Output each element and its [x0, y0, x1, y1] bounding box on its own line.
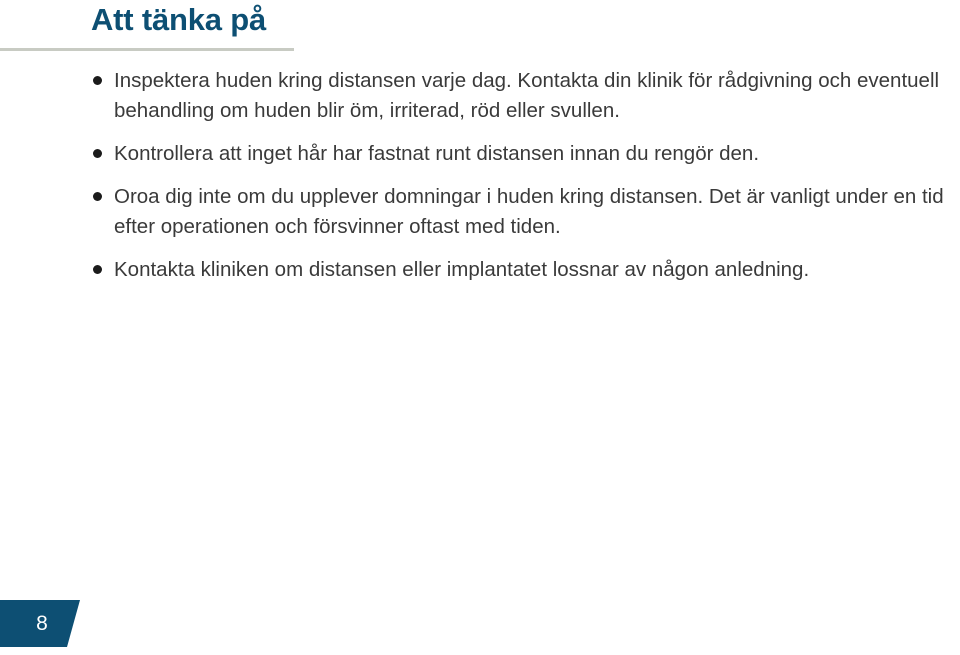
page-number-tab [0, 600, 80, 647]
bullet-item-inspect-skin [93, 66, 960, 126]
bullet-text: Inspektera huden kring distansen varje dag. Kontakta din klinik för rådgivning och eventuell behandling om huden blir öm, irriterad, röd eller svullen. [114, 69, 940, 122]
bullet-text: Kontrollera att inget hår har fastnat runt distansen innan du rengör den. [114, 142, 760, 165]
bullet-dot-icon [93, 265, 102, 274]
bullet-item-numbness [93, 182, 960, 242]
bullet-dot-icon [93, 192, 102, 201]
bullet-dot-icon [93, 76, 102, 85]
bullet-dot-icon [93, 149, 102, 158]
page-number: 8 [36, 612, 48, 635]
bullet-text: Kontakta kliniken om distansen eller implantatet lossnar av någon anledning. [114, 258, 810, 281]
bullet-text: Oroa dig inte om du upplever domningar i huden kring distansen. Det är vanligt under en tid efter operationen och försvinner oftast med tiden. [114, 185, 944, 238]
bullet-list [93, 66, 960, 298]
heading-divider [0, 48, 294, 51]
bullet-item-check-hair [93, 139, 960, 169]
bullet-item-contact-clinic [93, 255, 960, 285]
page-heading: Att tänka på [91, 2, 267, 37]
